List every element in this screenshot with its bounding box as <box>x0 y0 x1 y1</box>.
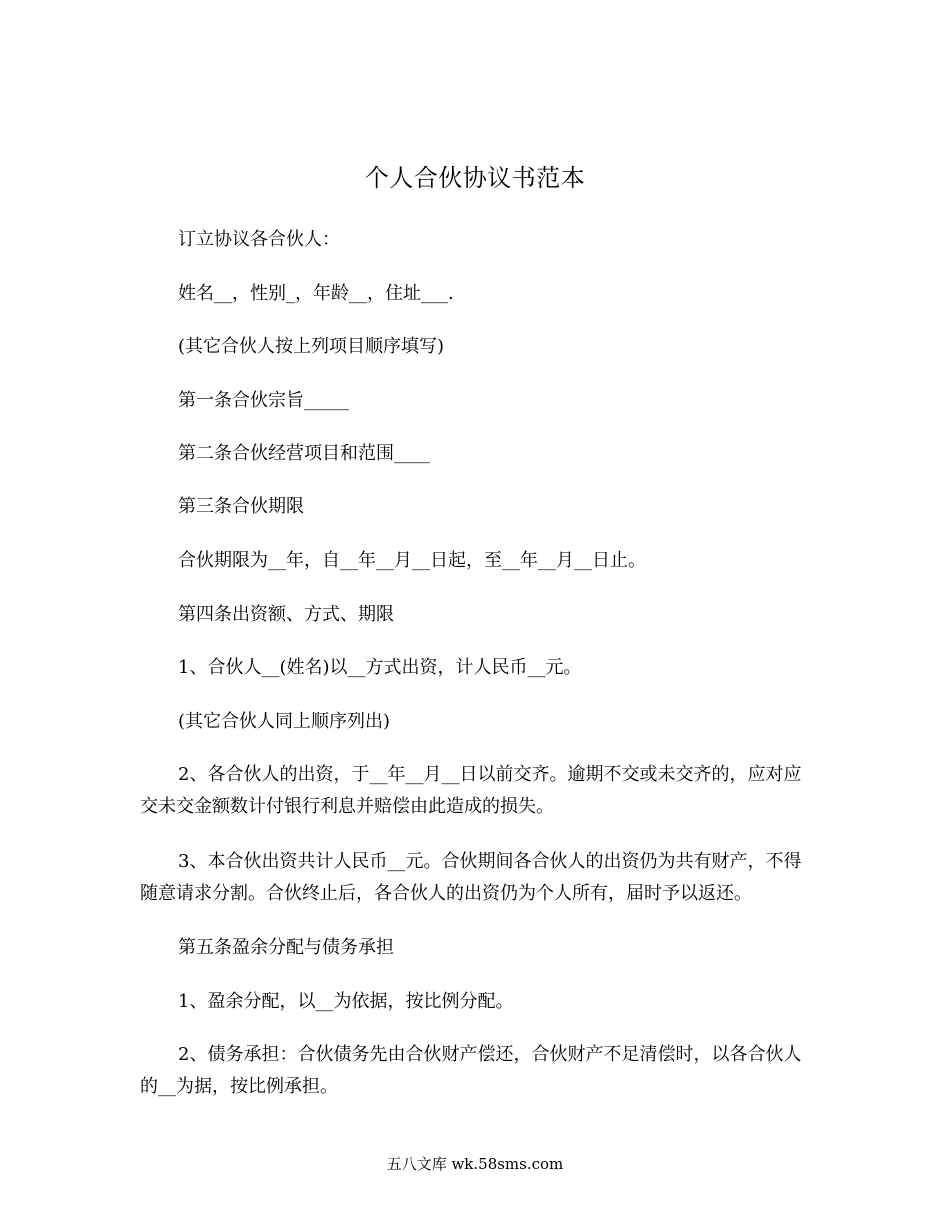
paragraph-other-parties-note: (其它合伙人按上列项目顺序填写) <box>178 336 445 357</box>
page-footer: 五八文库 wk.58sms.com <box>386 1155 564 1173</box>
article-4-heading: 第四条出资额、方式、期限 <box>178 604 394 625</box>
article-1-heading: 第一条合伙宗旨_____ <box>178 390 349 411</box>
paragraph-party-info: 姓名__，性别_，年龄__，住址___. <box>178 283 454 304</box>
paragraph-profit-distribution: 1、盈余分配，以__为依据，按比例分配。 <box>178 991 514 1012</box>
paragraph-parties-intro: 订立协议各合伙人： <box>178 229 340 250</box>
paragraph-contribution-3: 3、本合伙出资共计人民币__元。合伙期间各合伙人的出资仍为共有财产，不得随意请求分割。合伙终止后，各合伙人的出资仍为个人所有，届时予以返还。 <box>140 851 802 904</box>
article-2-heading: 第二条合伙经营项目和范围____ <box>178 443 430 464</box>
paragraph-contribution-1: 1、合伙人__(姓名)以__方式出资，计人民币__元。 <box>178 657 582 678</box>
paragraph-other-contributions-note: (其它合伙人同上顺序列出) <box>178 711 391 732</box>
document-title: 个人合伙协议书范本 <box>364 164 586 192</box>
paragraph-term: 合伙期限为__年，自__年__月__日起，至__年__月__日止。 <box>178 550 646 571</box>
paragraph-debt-liability: 2、债务承担：合伙债务先由合伙财产偿还，合伙财产不足清偿时，以各合伙人的__为据，按比例承担。 <box>140 1044 802 1097</box>
article-3-heading: 第三条合伙期限 <box>178 496 304 517</box>
paragraph-contribution-2: 2、各合伙人的出资，于__年__月__日以前交齐。逾期不交或未交齐的，应对应交未交金额数计付银行利息并赔偿由此造成的损失。 <box>140 764 802 817</box>
article-5-heading: 第五条盈余分配与债务承担 <box>178 937 394 958</box>
